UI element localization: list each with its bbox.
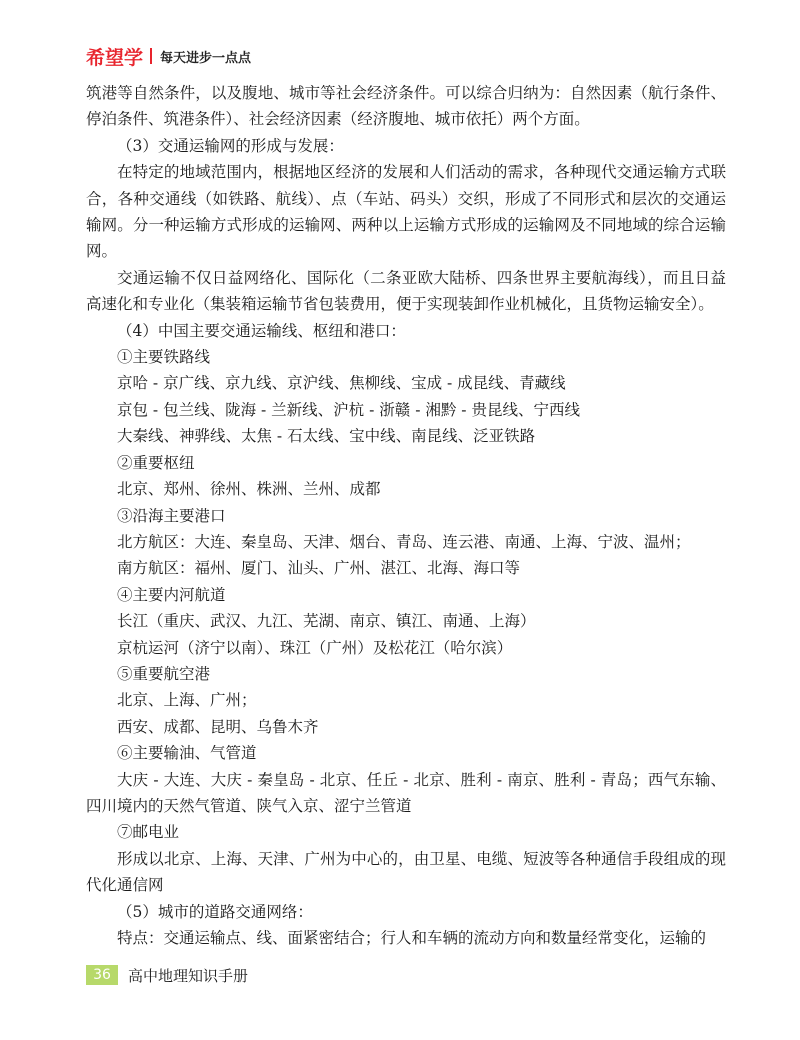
paragraph: ②重要枢纽 xyxy=(117,453,195,472)
page-number: 36 xyxy=(86,965,118,985)
paragraph: （3）交通运输网的形成与发展： xyxy=(117,136,344,155)
paragraph: 长江（重庆、武汉、九江、芜湖、南京、镇江、南通、上海） xyxy=(117,612,536,631)
paragraph: 西安、成都、昆明、乌鲁木齐 xyxy=(117,717,319,736)
document-body xyxy=(86,80,726,951)
paragraph: 京包 - 包兰线、陇海 - 兰新线、沪杭 - 浙赣 - 湘黔 - 贵昆线、宁西线 xyxy=(117,400,580,419)
paragraph: 特点：交通运输点、线、面紧密结合；行人和车辆的流动方向和数量经常变化，运输的 xyxy=(117,929,707,947)
brand-slogan: 每天进步一点点 xyxy=(160,50,252,66)
paragraph: ③沿海主要港口 xyxy=(117,506,226,525)
paragraph: ⑤重要航空港 xyxy=(117,664,211,683)
paragraph: ⑦邮电业 xyxy=(117,823,180,842)
paragraph: ①主要铁路线 xyxy=(117,348,211,367)
paragraph: 北京、郑州、徐州、株洲、兰州、成都 xyxy=(117,480,381,499)
paragraph: 北京、上海、广州； xyxy=(117,691,257,710)
page-header xyxy=(86,44,251,68)
paragraph: 筑港等自然条件，以及腹地、城市等社会经济条件。可以综合归纳为：自然因素（航行条件、停泊条件、筑港条件）、社会经济因素（经济腹地、城市依托）两个方面。 xyxy=(86,84,726,129)
paragraph: 南方航区：福州、厦门、汕头、广州、湛江、北海、海口等 xyxy=(117,559,521,578)
paragraph: ⑥主要输油、气管道 xyxy=(117,744,257,763)
paragraph: （4）中国主要交通运输线、枢纽和港口： xyxy=(117,321,406,340)
paragraph: 京哈 - 京广线、京九线、京沪线、焦柳线、宝成 - 成昆线、青藏线 xyxy=(117,374,566,393)
paragraph: 大秦线、神骅线、太焦 - 石太线、宝中线、南昆线、泛亚铁路 xyxy=(117,427,536,446)
paragraph: 大庆 - 大连、大庆 - 秦皇岛 - 北京、任丘 - 北京、胜利 - 南京、胜利 - 青岛；西气东输、四川境内的天然气管道、陕气入京、涩宁兰管道 xyxy=(86,770,726,815)
brand-logo: 希望学 xyxy=(86,46,144,69)
paragraph: 形成以北京、上海、天津、广州为中心的，由卫星、电缆、短波等各种通信手段组成的现代化通信网 xyxy=(86,849,726,895)
paragraph: 交通运输不仅日益网络化、国际化（二条亚欧大陆桥、四条世界主要航海线），而且日益高速化和专业化（集装箱运输节省包装费用，便于实现装卸作业机械化，且货物运输安全）。 xyxy=(86,268,726,314)
paragraph: 北方航区：大连、秦皇岛、天津、烟台、青岛、连云港、南通、上海、宁波、温州； xyxy=(117,532,691,551)
book-title: 高中地理知识手册 xyxy=(128,966,249,985)
paragraph: （5）城市的道路交通网络： xyxy=(117,902,313,921)
paragraph: 京杭运河（济宁以南）、珠江（广州）及松花江（哈尔滨） xyxy=(117,638,513,657)
page-footer xyxy=(86,964,248,986)
paragraph: ④主要内河航道 xyxy=(117,585,226,604)
paragraph: 在特定的地域范围内，根据地区经济的发展和人们活动的需求，各种现代交通运输方式联合，各种交通线（如铁路、航线）、点（车站、码头）交织，形成了不同形式和层次的交通运输网。分一种运输方式形成的运输网、两种以上运输方式形成的运输网及不同地域的综合运输网。 xyxy=(86,163,726,261)
header-divider xyxy=(150,48,152,64)
